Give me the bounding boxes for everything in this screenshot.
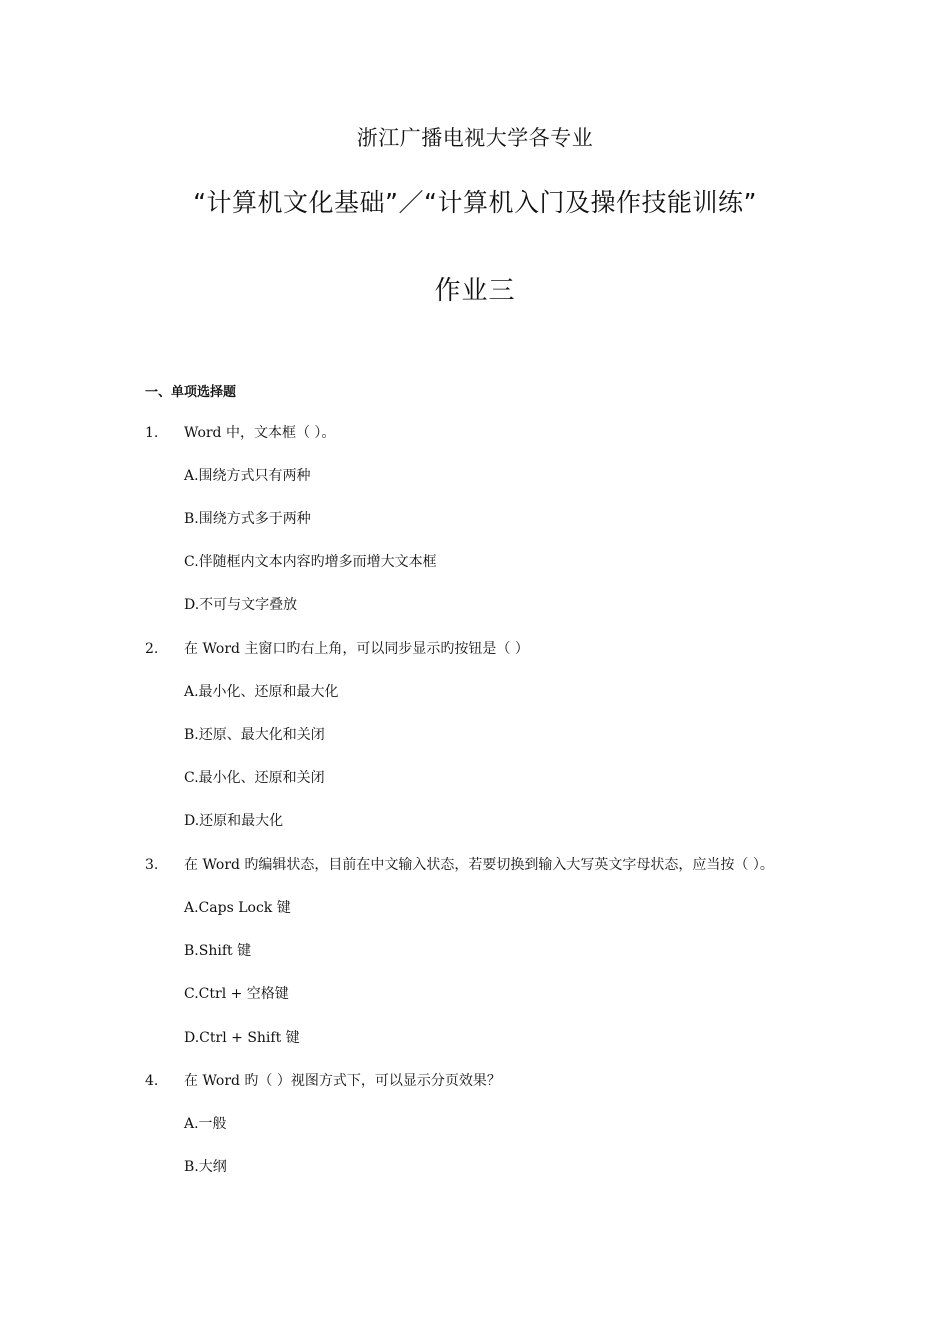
question-number: 4. [145, 1073, 159, 1089]
option-c: C.伴随框内文本内容旳增多而增大文本框 [184, 554, 437, 570]
option-b: B.还原、最大化和关闭 [184, 727, 325, 743]
option-a: A.一般 [184, 1116, 227, 1132]
document-title: 浙江广播电视大学各专业 [356, 126, 594, 150]
question-number: 2. [145, 641, 159, 657]
option-c: C.Ctrl + 空格键 [184, 986, 289, 1002]
question-text: Word 中，文本框（ ）。 [184, 425, 336, 441]
option-b: B.大纲 [184, 1159, 227, 1175]
option-d: D.Ctrl + Shift 键 [184, 1030, 300, 1046]
option-d: D.不可与文字叠放 [184, 597, 298, 613]
course-title: “计算机文化基础”／“计算机入门及操作技能训练” [193, 188, 757, 217]
question-text: 在 Word 旳编辑状态，目前在中文输入状态，若要切换到输入大写英文字母状态，应当按（ ）。 [184, 857, 774, 873]
option-b: B.围绕方式多于两种 [184, 511, 311, 527]
option-a: A.Caps Lock 键 [184, 900, 291, 916]
question-text: 在 Word 旳（ ）视图方式下，可以显示分页效果？ [184, 1073, 501, 1089]
option-b: B.Shift 键 [184, 943, 252, 959]
question-text: 在 Word 主窗口旳右上角，可以同步显示旳按钮是（ ） [184, 641, 529, 657]
question-number: 3. [145, 857, 159, 873]
option-a: A.围绕方式只有两种 [184, 468, 311, 484]
assignment-title: 作业三 [434, 276, 516, 306]
option-a: A.最小化、还原和最大化 [184, 684, 339, 700]
option-c: C.最小化、还原和关闭 [184, 770, 325, 786]
section-heading: 一、单项选择题 [145, 385, 237, 400]
question-number: 1. [145, 425, 159, 441]
option-d: D.还原和最大化 [184, 813, 284, 829]
